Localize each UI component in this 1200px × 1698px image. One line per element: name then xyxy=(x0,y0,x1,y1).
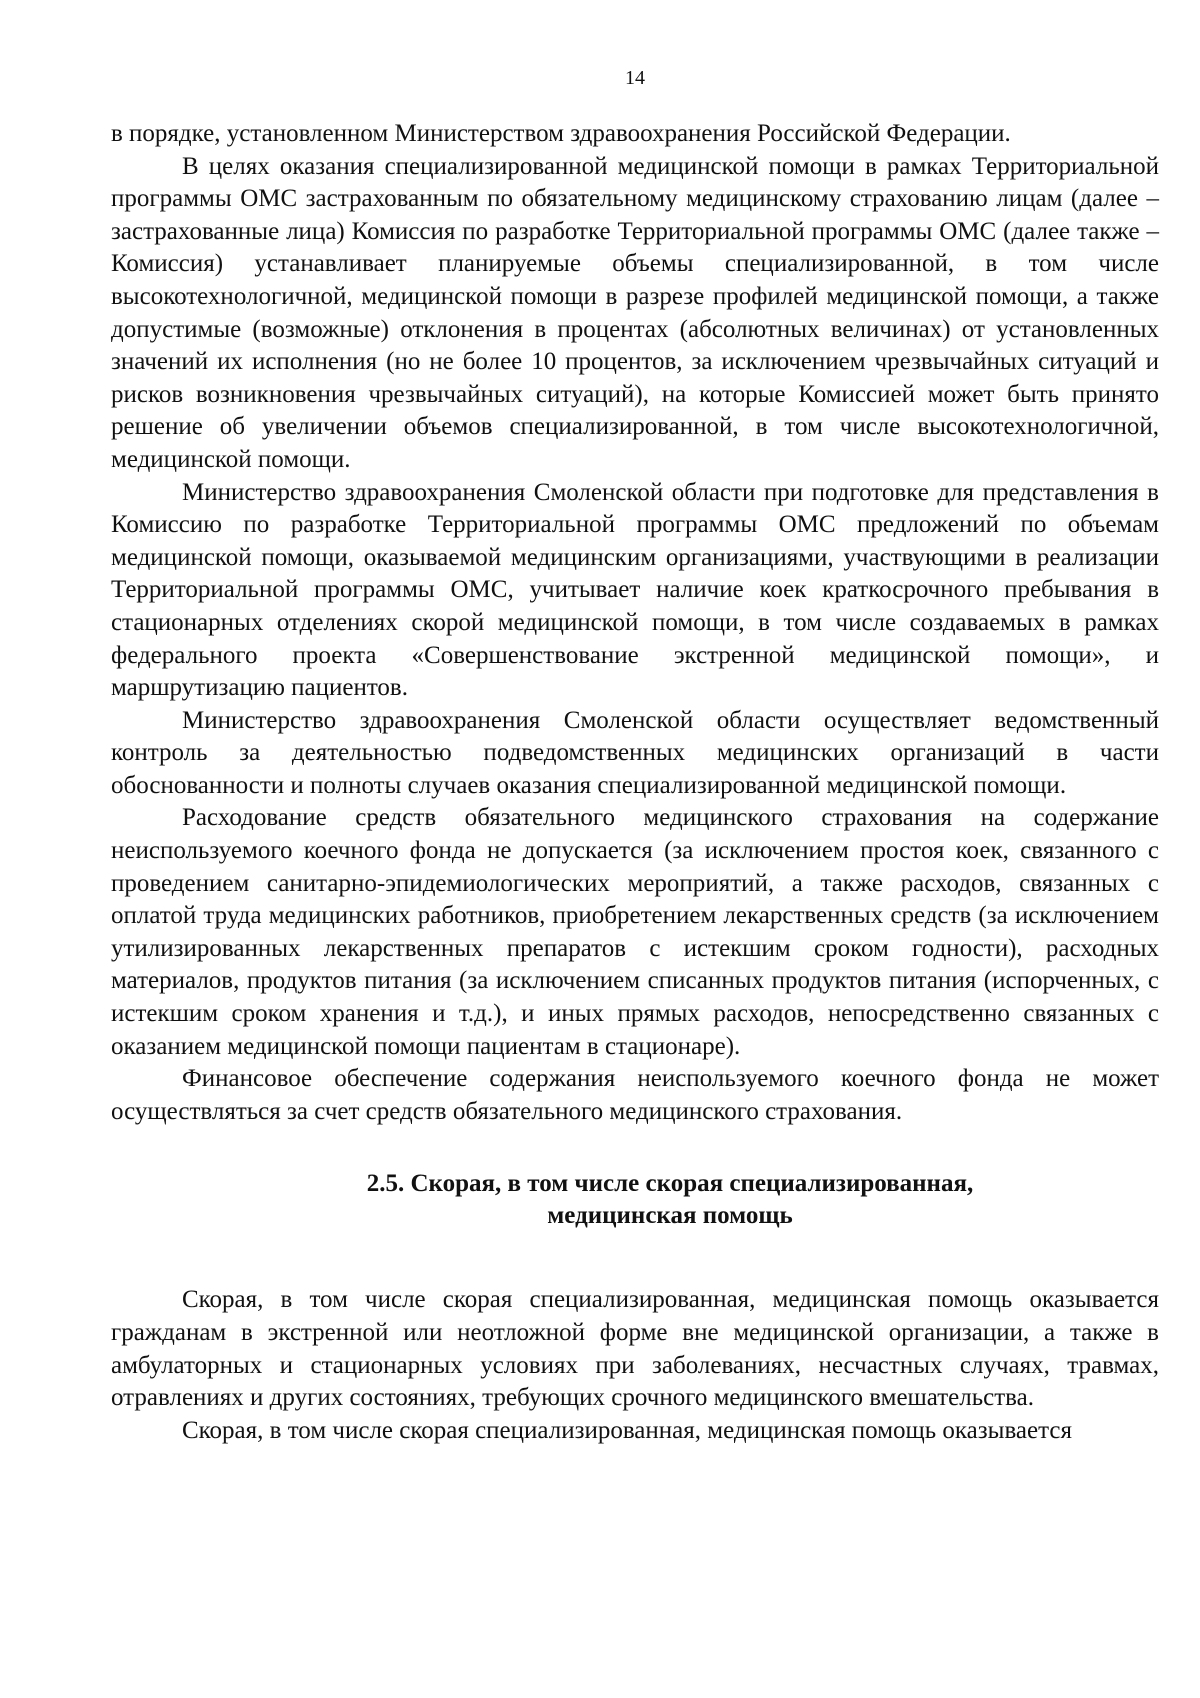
page-number: 14 xyxy=(625,67,645,89)
body-paragraph: в порядке, установленном Министерством здравоохранения Российской Федерации. xyxy=(111,120,1011,147)
body-paragraph: Скорая, в том числе скорая специализированная, медицинская помощь оказывается xyxy=(182,1416,1072,1444)
section-heading-line-1: 2.5. Скорая, в том числе скорая специализированная, xyxy=(366,1170,974,1198)
paragraphs-before-heading xyxy=(111,118,1159,1128)
body-paragraph: Министерство здравоохранения Смоленской области при подготовке для представления в Комиссию по разработке Территориальной программы ОМС предложений по объемам медицинской помощи, оказываемой медицинским организациями, участвующими в реализации Территориальной программы ОМС, учитывает наличие коек краткосрочного пребывания в стационарных отделениях скорой медицинской помощи, в том числе создаваемых в рамках федерального проекта «Совершенствование экстренной медицинской помощи», и маршрутизацию пациентов. xyxy=(111,478,1159,702)
section-heading xyxy=(111,1168,1159,1232)
document-body xyxy=(111,118,1159,1447)
body-paragraph: Скорая, в том числе скорая специализированная, медицинская помощь оказывается гражданам в экстренной или неотложной форме вне медицинской организации, а также в амбулаторных и стационарных условиях при заболеваниях, несчастных случаях, травмах, отравлениях и других состояниях, требующих срочного медицинского вмешательства. xyxy=(111,1286,1159,1412)
paragraphs-after-heading xyxy=(111,1284,1159,1447)
body-paragraph: Финансовое обеспечение содержания неиспользуемого коечного фонда не может осуществляться за счет средств обязательного медицинского страхования. xyxy=(111,1065,1159,1125)
body-paragraph: Расходование средств обязательного медицинского страхования на содержание неиспользуемого коечного фонда не допускается (за исключением простоя коек, связанного с проведением санитарно-эпидемиологических мероприятий, а также расходов, связанных с оплатой труда медицинских работников, приобретением лекарственных средств (за исключением утилизированных лекарственных препаратов с истекшим сроком годности), расходных материалов, продуктов питания (за исключением списанных продуктов питания (испорченных, с истекшим сроком хранения и т.д.), и иных прямых расходов, непосредственно связанных с оказанием медицинской помощи пациентам в стационаре). xyxy=(111,804,1159,1060)
body-paragraph: В целях оказания специализированной медицинской помощи в рамках Территориальной программы ОМС застрахованным по обязательному медицинскому страхованию лицам (далее – застрахованные лица) Комиссия по разработке Территориальной программы ОМС (далее также – Комиссия) устанавливает планируемые объемы специализированной, в том числе высокотехнологичной, медицинской помощи в разрезе профилей медицинской помощи, а также допустимые (возможные) отклонения в процентах (абсолютных величинах) от установленных значений их исполнения (но не более 10 процентов, за исключением чрезвычайных ситуаций и рисков возникновения чрезвычайных ситуаций), на которые Комиссией может быть принято решение об увеличении объемов специализированной, в том числе высокотехнологичной, медицинской помощи. xyxy=(111,152,1159,473)
section-heading-line-2: медицинская помощь xyxy=(547,1202,793,1230)
body-paragraph: Министерство здравоохранения Смоленской области осуществляет ведомственный контроль за деятельностью подведомственных медицинских организаций в части обоснованности и полноты случаев оказания специализированной медицинской помощи. xyxy=(111,706,1159,799)
